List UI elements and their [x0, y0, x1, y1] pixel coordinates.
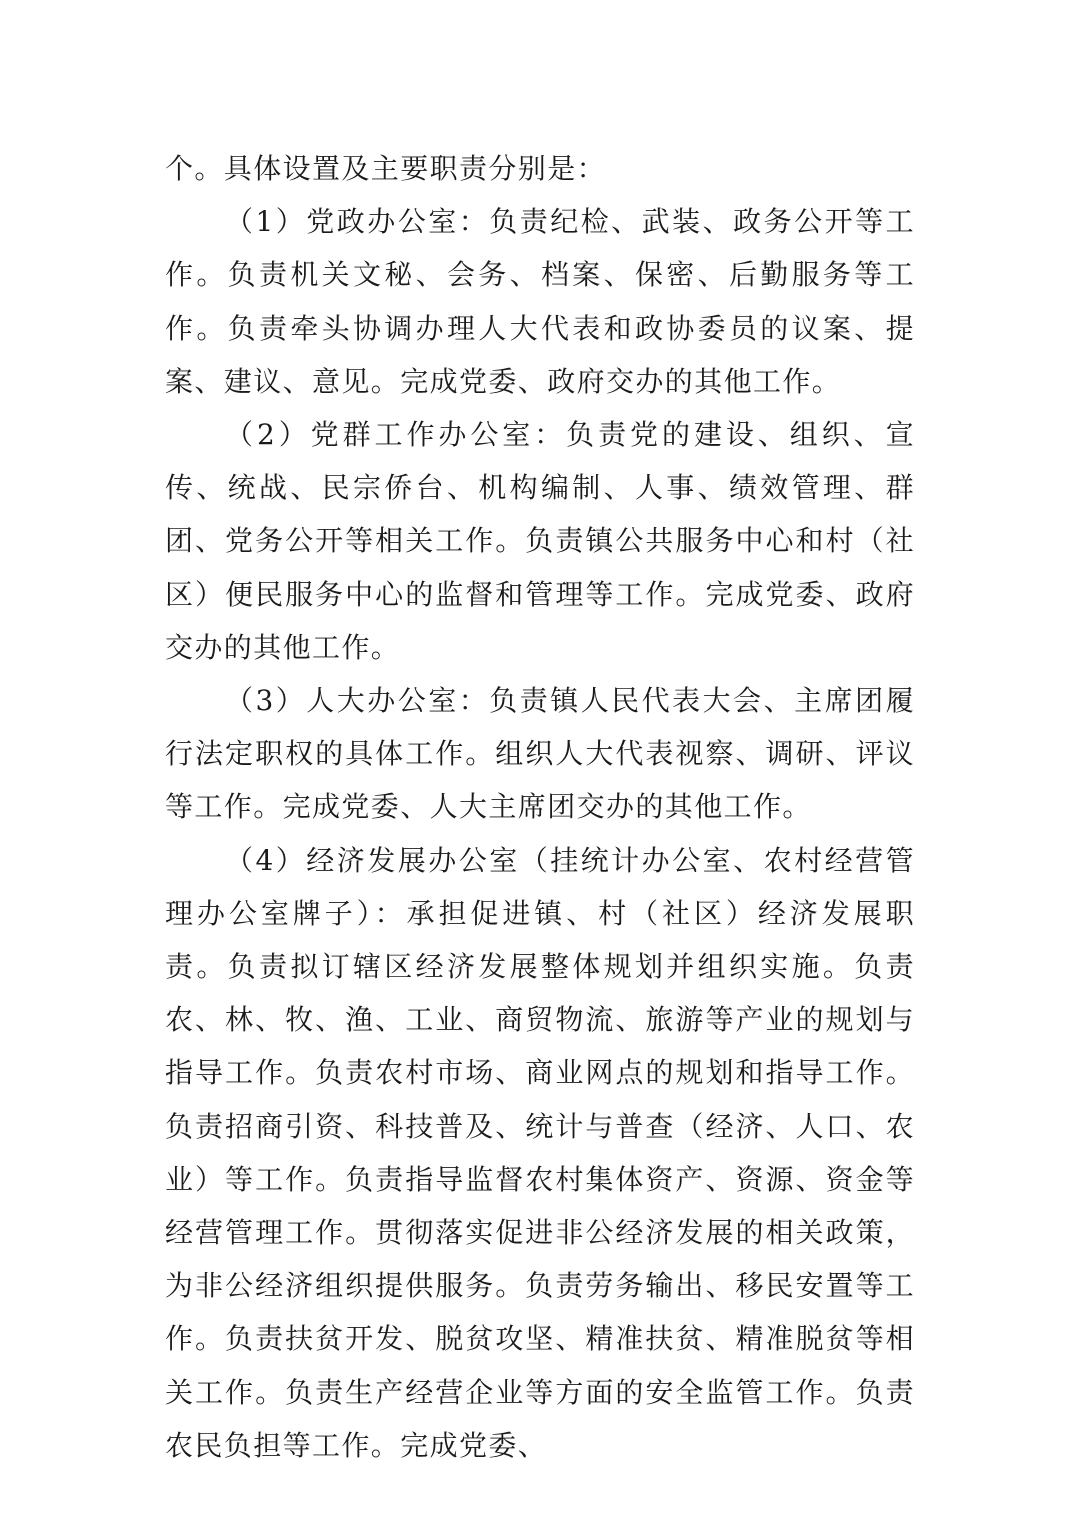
document-body: [165, 142, 915, 1472]
paragraph-continuation: 个。具体设置及主要职责分别是：: [165, 152, 607, 185]
paragraph-party-masses-office: （2）党群工作办公室：负责党的建设、组织、宣传、统战、民宗侨台、机构编制、人事、绩效管理、群团、党务公开等相关工作。负责镇公共服务中心和村（社区）便民服务中心的监督和管理等工作。完成党委、政府交办的其他工作。: [165, 418, 915, 664]
paragraph-economic-development-office: （4）经济发展办公室（挂统计办公室、农村经营管理办公室牌子）：承担促进镇、村（社区）经济发展职责。负责拟订辖区经济发展整体规划并组织实施。负责农、林、牧、渔、工业、商贸物流、旅游等产业的规划与指导工作。负责农村市场、商业网点的规划和指导工作。负责招商引资、科技普及、统计与普查（经济、人口、农业）等工作。负责指导监督农村集体资产、资源、资金等经营管理工作。贯彻落实促进非公经济发展的相关政策，为非公经济组织提供服务。负责劳务输出、移民安置等工作。负责扶贫开发、脱贫攻坚、精准扶贫、精准脱贫等相关工作。负责生产经营企业等方面的安全监管工作。负责农民负担等工作。完成党委、: [165, 843, 915, 1462]
paragraph-npc-office: （3）人大办公室：负责镇人民代表大会、主席团履行法定职权的具体工作。组织人大代表视察、调研、评议等工作。完成党委、人大主席团交办的其他工作。: [165, 684, 915, 824]
paragraph-party-government-office: （1）党政办公室：负责纪检、武装、政务公开等工作。负责机关文秘、会务、档案、保密、后勤服务等工作。负责牵头协调办理人大代表和政协委员的议案、提案、建议、意见。完成党委、政府交办的其他工作。: [165, 205, 915, 398]
